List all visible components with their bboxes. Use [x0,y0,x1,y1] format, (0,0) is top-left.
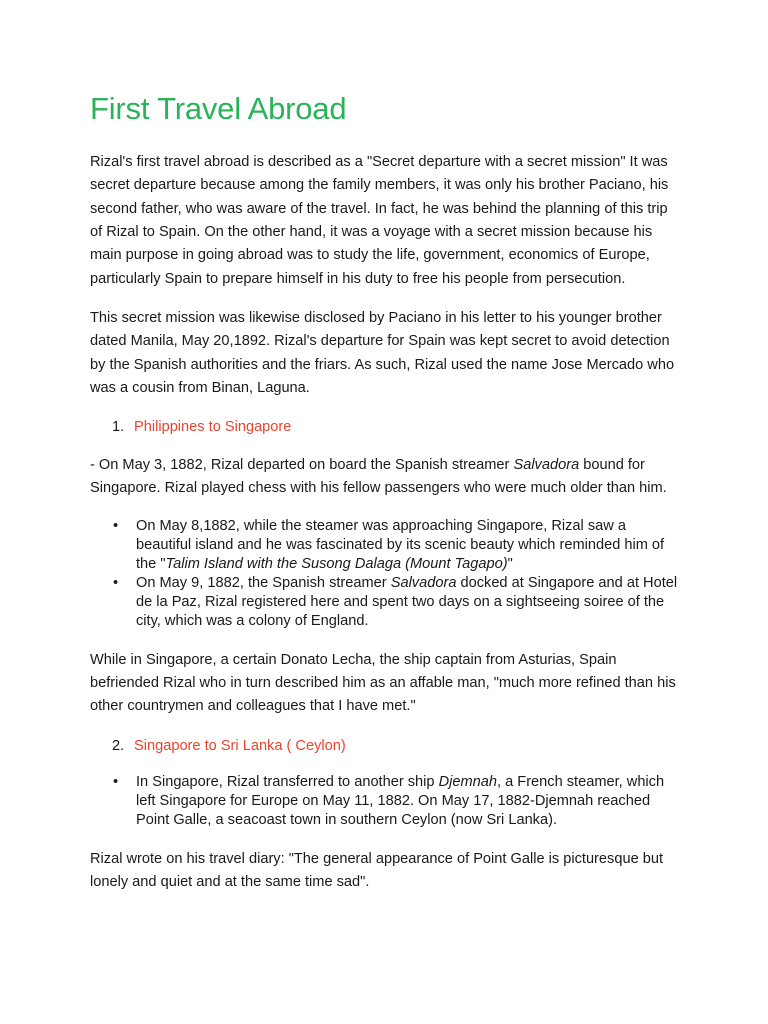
paragraph-intro: Rizal's first travel abroad is described as a "Secret departure with a secret mission" It was secret departure because among the family members, it was only his brother Paciano, his second father, who was aware of the travel. In fact, he was behind the planning of this trip of Rizal to Spain. On the other hand, it was a voyage with a secret mission because his main purpose in going abroad was to study the life, government, economics of Europe, particularly Spain to prepare himself in his duty to free his people from persecution. [90,154,669,287]
section-title: Singapore to Sri Lanka ( Ceylon) [134,737,346,754]
list-item [90,574,680,631]
document-page [90,90,680,910]
italic-text: Salvadora [390,574,457,591]
bullet-list-ceylon [90,773,680,830]
section-heading-1 [90,416,680,438]
section-heading-2 [90,735,680,757]
list-item [90,517,680,574]
paragraph-travel-diary: Rizal wrote on his travel diary: "The general appearance of Point Galle is picturesque but lonely and quiet and at the same time sad". [90,850,664,890]
paragraph-departure [90,454,680,501]
list-item [90,773,680,830]
text-run: " [507,555,513,572]
text-run: bound for Singapore. Rizal played chess with his fellow passengers who were much older than him. [90,457,667,497]
paragraph-donato-lecha: While in Singapore, a certain Donato Lecha, the ship captain from Asturias, Spain befriended Rizal who in turn described him as an affable man, "much more refined than his other countrymen and colleagues that I have met." [90,651,676,715]
text-run: On May 8,1882, while the steamer was approaching Singapore, Rizal saw a beautiful island and he was fascinated by its scenic beauty which reminded him of the " [136,517,665,572]
text-run: , a French steamer, which left Singapore for Europe on May 11, 1882. On May 17, 1882-Djemnah reached Point Galle, a seacoast town in southern Ceylon (now Sri Lanka). [136,773,665,828]
bullet-icon: • [113,517,119,534]
italic-text: Salvadora [513,457,580,474]
text-run: docked at Singapore and at Hotel de la Paz, Rizal registered here and spent two days on a sightseeing soiree of the city, which was a colony of England. [136,574,678,629]
section-number: 1. [112,419,125,436]
bullet-icon: • [113,574,119,591]
section-number: 2. [112,737,125,754]
paragraph-secret-mission: This secret mission was likewise disclosed by Paciano in his letter to his younger brother dated Manila, May 20,1892. Rizal's departure for Spain was kept secret to avoid detection by the Spanish authorities and the friars. As such, Rizal used the name Jose Mercado who was a cousin from Binan, Laguna. [90,309,675,396]
page-title: First Travel Abroad [90,91,347,126]
bullet-list-singapore [90,517,680,631]
text-run: On May 9, 1882, the Spanish streamer [136,574,391,591]
text-run: In Singapore, Rizal transferred to another ship [136,773,439,790]
italic-text: Djemnah [438,773,497,790]
italic-text: Talim Island with the Susong Dalaga (Mount Tagapo) [165,555,508,572]
bullet-icon: • [113,773,119,790]
text-run: - On May 3, 1882, Rizal departed on board the Spanish streamer [90,457,514,474]
section-title: Philippines to Singapore [134,419,292,436]
